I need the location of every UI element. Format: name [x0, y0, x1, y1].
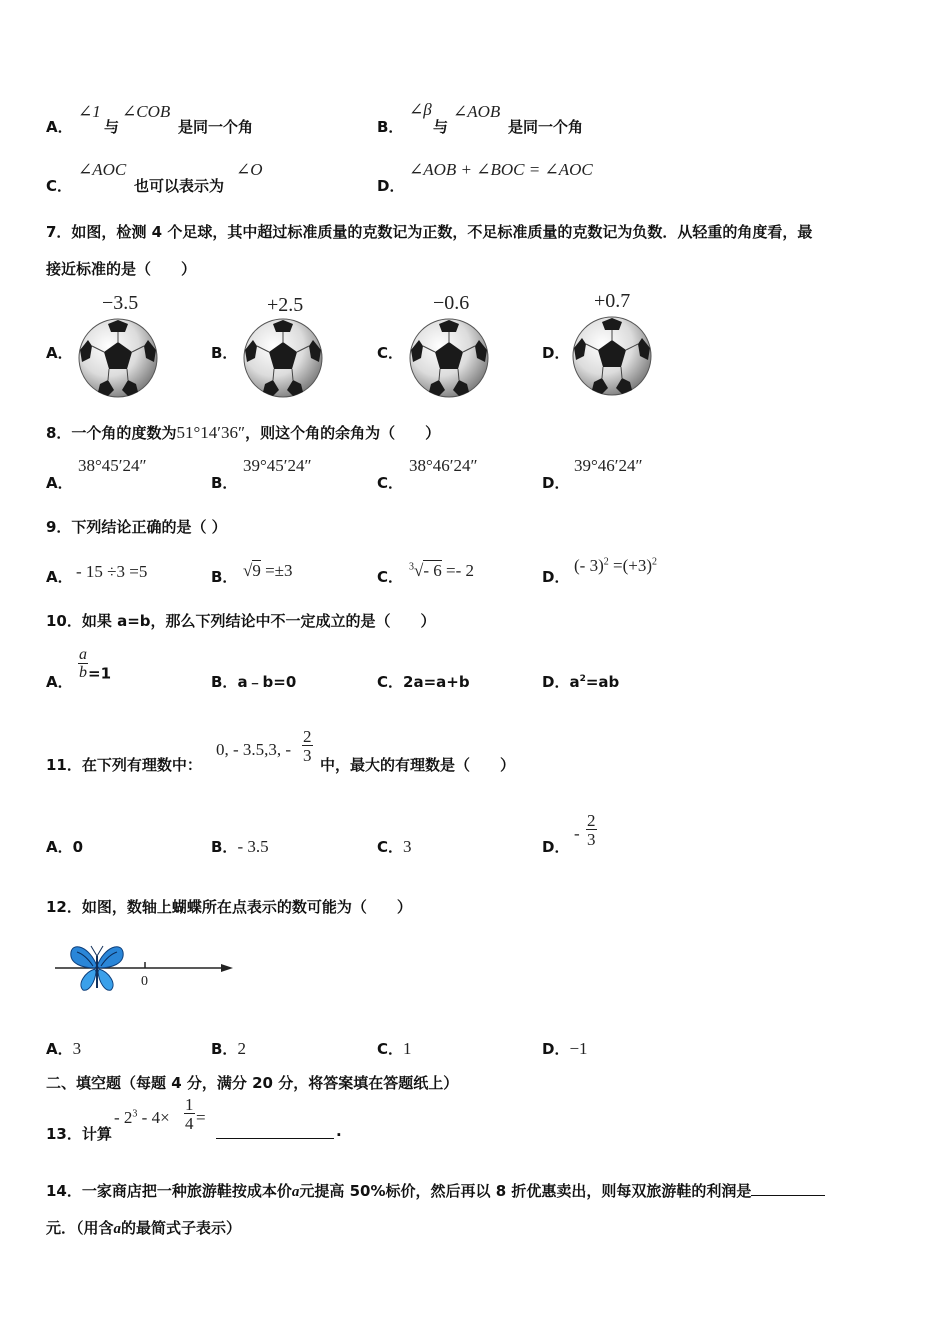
q12-option-d [542, 1038, 702, 1059]
option-label: D． [542, 1040, 570, 1058]
option-label: B． [211, 1040, 238, 1058]
angle-value: 39°45′24″ [243, 456, 312, 475]
value: 1 [403, 1039, 412, 1058]
text: . [336, 1122, 342, 1140]
math-expr [574, 556, 657, 576]
option-label: A． [46, 1040, 73, 1058]
math-expr [114, 1108, 170, 1128]
fraction-denominator: 3 [303, 746, 312, 765]
angle-value: 51°14′36″ [176, 423, 246, 442]
text: 14．一家商店把一种旅游鞋按成本价 [46, 1182, 292, 1200]
q10-option-c [377, 671, 537, 692]
math-expr [78, 647, 111, 683]
answer-blank[interactable] [216, 1122, 334, 1139]
q9-option-b [211, 556, 371, 588]
option-label: D． [542, 673, 570, 691]
q6-option-a [46, 100, 376, 136]
math-expr: ∠AOB [453, 102, 501, 121]
math-expr [409, 561, 474, 581]
q12-option-a [46, 1038, 206, 1059]
option-label: A． [46, 344, 73, 362]
sqrt-sign-icon: √ [414, 561, 424, 580]
text: =- 2 [441, 561, 475, 580]
number-line-figure [55, 940, 245, 996]
text: 也可以表示为 [134, 177, 225, 195]
math-expr: ∠COB [122, 102, 171, 121]
soccer-ball-icon [572, 316, 652, 396]
math-expr: ∠AOC [78, 160, 127, 179]
text: 是同一个角 [178, 118, 254, 136]
butterfly-icon [69, 942, 125, 992]
math-expr: ∠1 [78, 102, 101, 121]
text: 是同一个角 [508, 118, 584, 136]
option-label: A． [46, 118, 73, 136]
option-label: B． [211, 344, 238, 362]
q11-option-b [211, 836, 371, 857]
minus-sign: - [574, 824, 580, 843]
option-label: B． [211, 838, 238, 856]
angle-value: 38°46′24″ [409, 456, 478, 475]
q7-option-a [46, 292, 206, 402]
q8-option-c [377, 456, 537, 492]
q9-option-c [377, 556, 537, 588]
soccer-ball-icon [409, 318, 489, 398]
math-expr: ∠β [409, 100, 432, 119]
math-expr [243, 561, 293, 581]
q7-option-d [542, 290, 702, 400]
q14-line2 [46, 1217, 546, 1243]
q10-option-b [211, 671, 371, 692]
text: - 2 [114, 1108, 133, 1127]
q11-stem [46, 728, 746, 778]
text: 8．一个角的度数为 [46, 424, 177, 442]
option-label: D． [377, 177, 405, 195]
value: 0 [72, 838, 84, 856]
text: (+3) [622, 556, 652, 575]
q12-option-b [211, 1038, 371, 1059]
value: 3 [72, 1039, 82, 1058]
angle-value: 39°46′24″ [574, 456, 643, 475]
soccer-ball-icon [78, 318, 158, 398]
equals-sign: = [196, 1108, 206, 1127]
math-expr: ∠O [236, 160, 263, 179]
fraction-numerator: 2 [303, 727, 312, 746]
q8-option-d [542, 456, 702, 492]
answer-blank[interactable] [751, 1181, 825, 1196]
math-expr: - 15 ÷3 =5 [76, 562, 148, 581]
q6-option-c [46, 158, 376, 194]
radicand: - 6 [423, 561, 442, 580]
exponent: 2 [579, 674, 586, 684]
math-expr: 2a=a+b [403, 673, 470, 691]
ball-weight-label: −3.5 [102, 292, 139, 314]
variable: a [291, 1184, 300, 1200]
value: 3 [403, 837, 412, 856]
fraction-denominator: 4 [185, 1114, 194, 1133]
q9-stem: 9．下列结论正确的是（ ） [46, 518, 227, 536]
q12-stem: 12．如图，数轴上蝴蝶所在点表示的数可能为（ ） [46, 898, 412, 916]
q7-option-c [377, 292, 537, 402]
exponent: 2 [603, 556, 609, 568]
option-label: D． [542, 568, 570, 586]
text: 元．（用含 [46, 1219, 114, 1237]
q6-option-b [377, 100, 707, 136]
q11-option-d [542, 812, 702, 860]
sqrt-sign-icon: √ [243, 561, 253, 580]
q13 [46, 1096, 546, 1146]
value: - 3.5 [237, 837, 269, 856]
q7-stem-line1: 7．如图，检测 4 个足球，其中超过标准质量的克数记为正数，不足标准质量的克数记为负数．从轻重的角度看，最 [46, 223, 813, 241]
q7-option-b [211, 292, 371, 402]
q8-option-a [46, 456, 206, 492]
text: 中，最大的有理数是（ ） [320, 756, 516, 774]
option-label: C． [377, 673, 404, 691]
variable: a [113, 1221, 122, 1237]
q9-option-d [542, 552, 742, 588]
text: =1 [88, 664, 112, 683]
math-expr [569, 673, 619, 691]
value: −1 [569, 1039, 588, 1058]
option-label: B． [211, 673, 238, 691]
option-label: A． [46, 838, 73, 856]
option-label: C． [46, 177, 73, 195]
text: - 4× [137, 1108, 170, 1127]
text: 与 [433, 118, 449, 136]
q7-stem-line2: 接近标准的是（ ） [46, 260, 197, 278]
text: 的最简式子表示） [121, 1219, 242, 1237]
option-label: A． [46, 568, 73, 586]
option-label: C． [377, 344, 404, 362]
q14-line1 [46, 1180, 906, 1206]
text: ，则这个角的余角为（ ） [245, 424, 441, 442]
q12-option-c [377, 1038, 537, 1059]
option-label: B． [211, 568, 238, 586]
option-label: C． [377, 474, 404, 492]
text: 与 [104, 118, 120, 136]
text: 11．在下列有理数中： [46, 756, 202, 774]
option-label: D． [542, 344, 570, 362]
text: (- 3) [574, 556, 604, 575]
value: 2 [237, 1039, 246, 1058]
q10-stem: 10．如果 a=b，那么下列结论中不一定成立的是（ ） [46, 612, 436, 630]
number-list: 0, - 3.5,3, - [216, 740, 292, 759]
ball-weight-label: +0.7 [594, 290, 631, 312]
math-expr: a﹣b=0 [237, 673, 297, 691]
q10-option-d [542, 671, 702, 692]
ball-weight-label: −0.6 [433, 292, 470, 314]
section-heading: 二、填空题（每题 4 分，满分 20 分，将答案填在答题纸上） [46, 1074, 459, 1092]
option-label: C． [377, 1040, 404, 1058]
option-label: B． [211, 474, 238, 492]
root-index: 3 [409, 561, 414, 573]
fraction-numerator: 1 [185, 1095, 194, 1114]
text: =ab [585, 673, 620, 691]
option-label: B． [377, 118, 404, 136]
text: a [569, 673, 580, 691]
exponent: 2 [652, 556, 657, 568]
soccer-ball-icon [243, 318, 323, 398]
q9-option-a [46, 556, 206, 588]
fraction-numerator: a [79, 646, 87, 663]
q8-option-b [211, 456, 371, 492]
fraction-denominator: b [79, 664, 87, 681]
text: =±3 [260, 561, 293, 580]
axis-zero-label: 0 [141, 974, 148, 989]
option-label: D． [542, 474, 570, 492]
angle-value: 38°45′24″ [78, 456, 147, 475]
option-label: C． [377, 568, 404, 586]
q6-option-d [377, 158, 707, 194]
q11-option-c [377, 836, 537, 857]
fraction-denominator: 3 [587, 830, 596, 849]
option-label: D． [542, 838, 570, 856]
q8-stem [46, 422, 746, 448]
text: = [608, 556, 623, 575]
q10-option-a [46, 645, 206, 693]
text: 元提高 50%标价，然后再以 8 折优惠卖出，则每双旅游鞋的利润是 [299, 1182, 752, 1200]
option-label: A． [46, 474, 73, 492]
exponent: 3 [132, 1108, 138, 1120]
q11-option-a [46, 836, 206, 857]
radicand: 9 [252, 561, 261, 580]
fraction-numerator: 2 [587, 811, 596, 830]
math-expr: ∠AOB + ∠BOC = ∠AOC [409, 160, 593, 179]
option-label: A． [46, 673, 73, 691]
ball-weight-label: +2.5 [267, 294, 304, 316]
option-label: C． [377, 838, 404, 856]
text: 13．计算 [46, 1125, 112, 1143]
